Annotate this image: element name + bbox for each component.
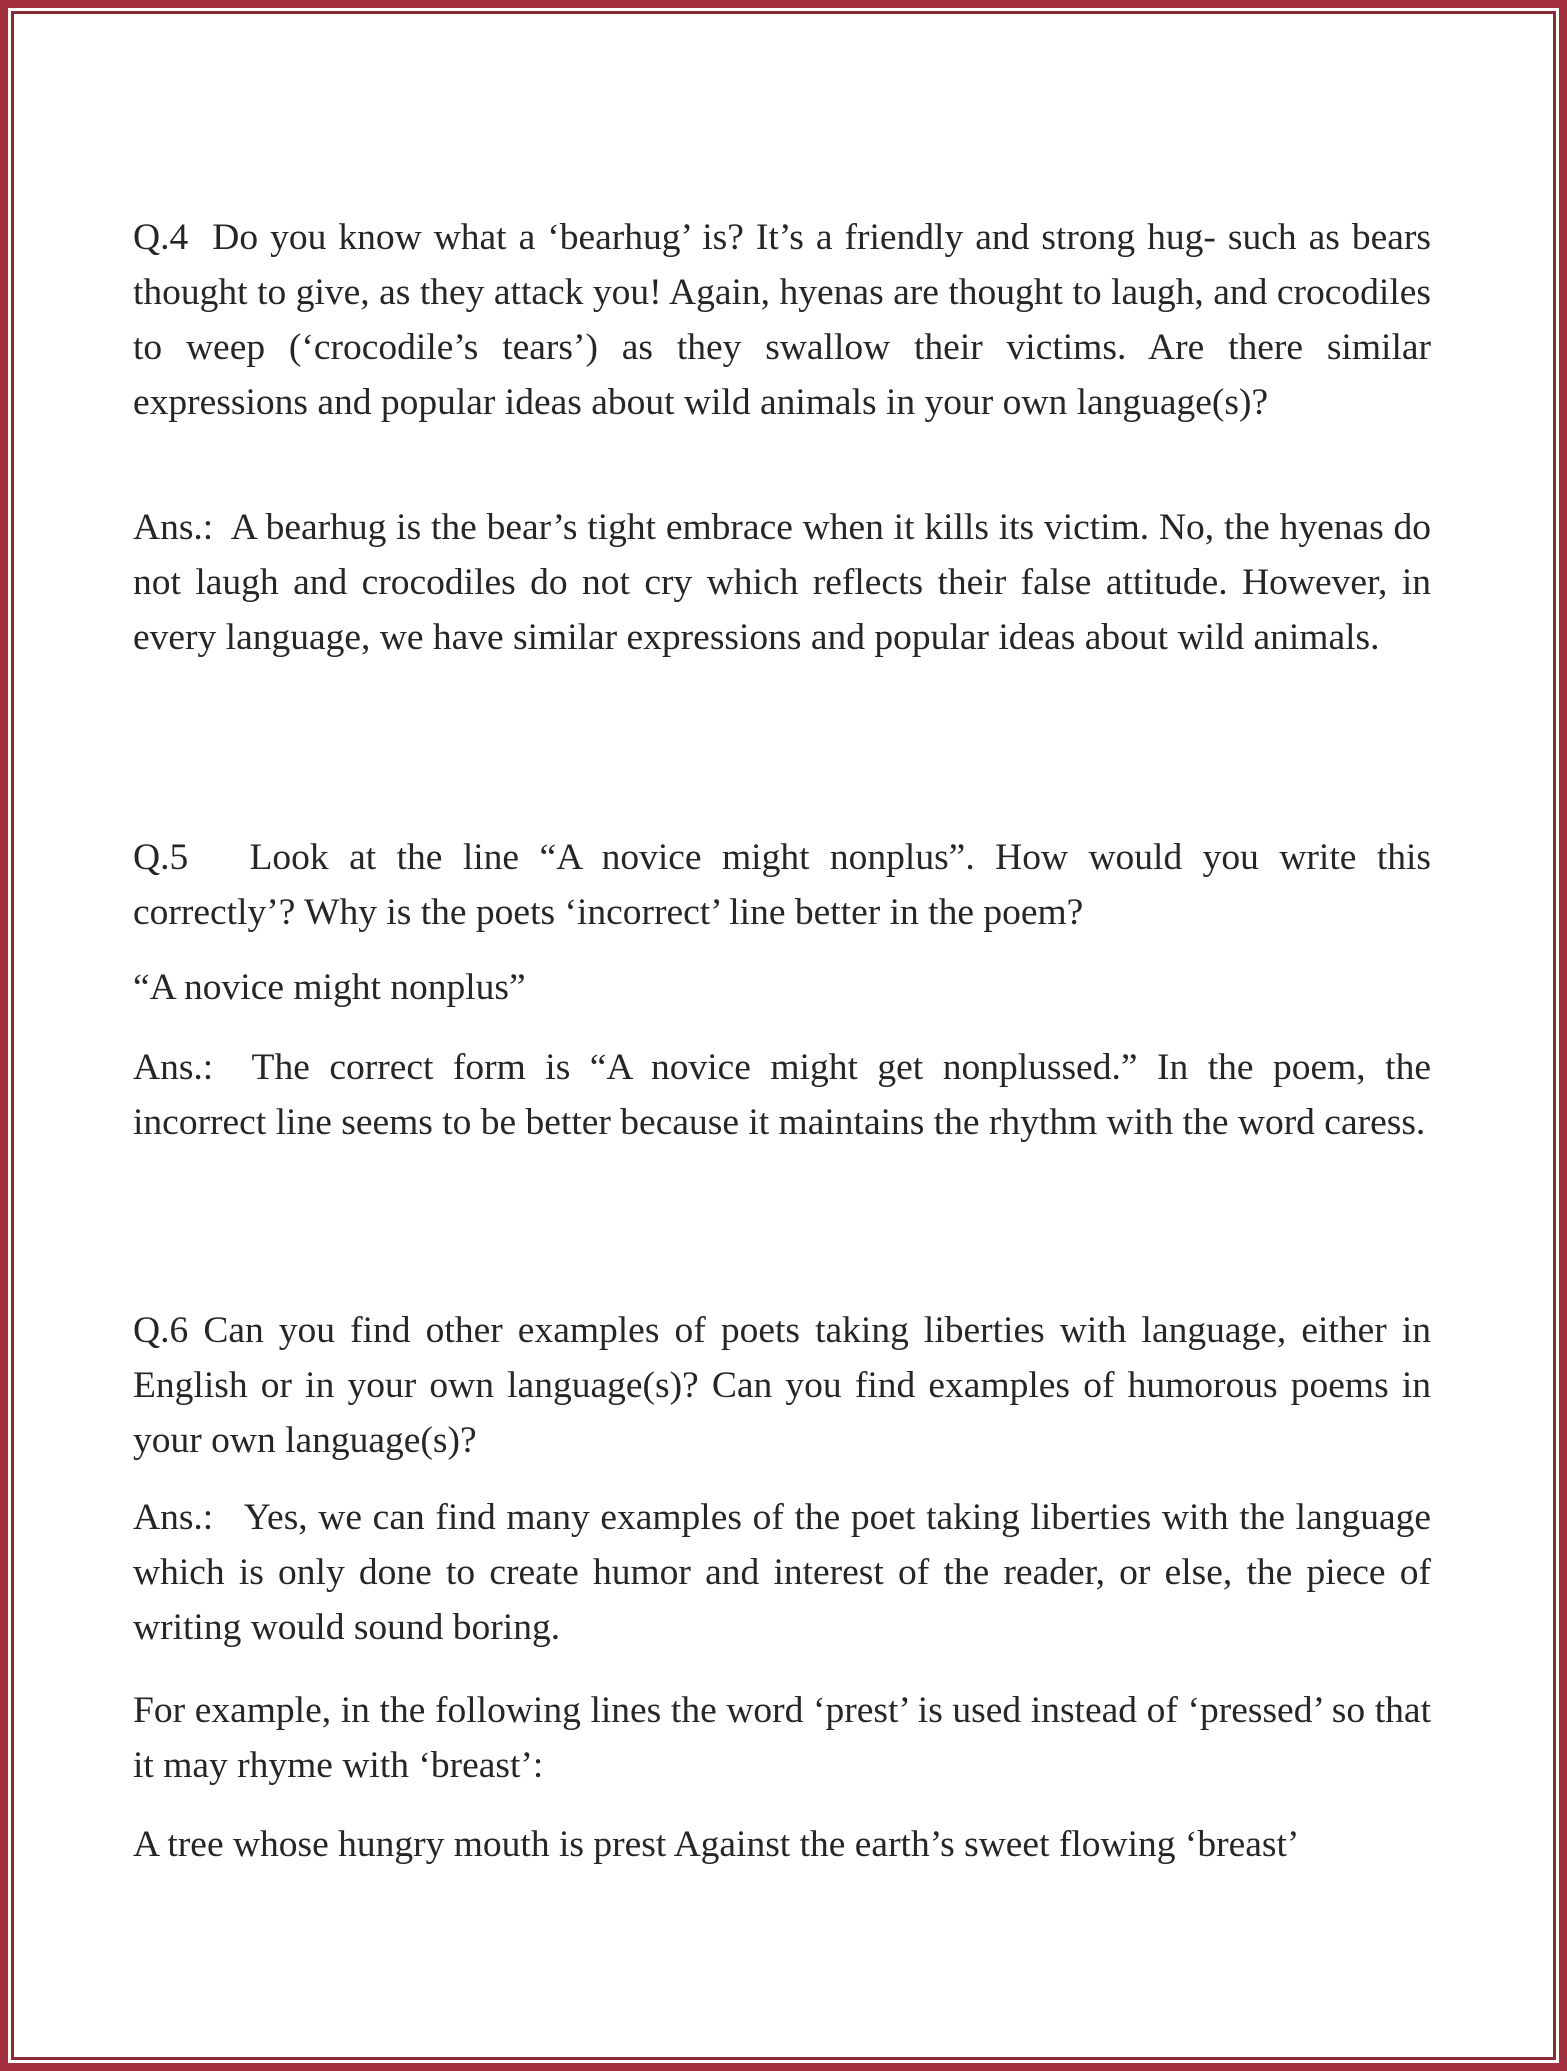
question-4-label: Q.4: [133, 217, 189, 258]
answer-5-label: Ans.:: [133, 1047, 214, 1088]
answer-4: [133, 500, 1431, 665]
answer-6-text: Yes, we can find many examples of the poet taking liberties with the language which is only done to create humor and interest of the reader, or else, the piece of writing would sound boring.: [133, 1497, 1431, 1648]
example-poem-lines: A tree whose hungry mouth is prest Against the earth’s sweet flowing ‘breast’: [133, 1824, 1300, 1865]
question-6: [133, 1303, 1431, 1468]
answer-5-text: The correct form is “A novice might get nonplussed.” In the poem, the incorrect line seems to be better because it maintains the rhythm with the word caress.: [133, 1047, 1431, 1143]
question-6-text: Can you find other examples of poets taking liberties with language, either in English or in your own language(s)? Can you find examples of humorous poems in your own language(s)?: [133, 1310, 1431, 1461]
answer-5: [133, 1040, 1431, 1150]
quoted-line: “A novice might nonplus”: [133, 967, 526, 1008]
answer-6: [133, 1490, 1431, 1655]
answer-4-label: Ans.:: [133, 507, 214, 548]
example-intro: For example, in the following lines the word ‘prest’ is used instead of ‘pressed’ so that it may rhyme with ‘breast’:: [133, 1690, 1431, 1786]
answer-4-text: A bearhug is the bear’s tight embrace when it kills its victim. No, the hyenas do not laugh and crocodiles do not cry which reflects their false attitude. However, in every language, we have similar expressions and popular ideas about wild animals.: [133, 507, 1431, 658]
question-5-label: Q.5: [133, 837, 189, 878]
question-4-text: Do you know what a ‘bearhug’ is? It’s a friendly and strong hug- such as bears thought to give, as they attack you! Again, hyenas are thought to laugh, and crocodiles to weep (‘crocodile’s tears’) as they swallow their victims. Are there similar expressions and popular ideas about wild animals in your own language(s)?: [133, 217, 1432, 423]
answer-6-label: Ans.:: [133, 1497, 214, 1538]
question-6-label: Q.6: [133, 1310, 189, 1351]
question-4: [133, 210, 1431, 430]
question-5-text: Look at the line “A novice might nonplus”. How would you write this correctly’? Why is the poets ‘incorrect’ line better in the poem?: [133, 837, 1432, 933]
question-5: [133, 830, 1431, 940]
